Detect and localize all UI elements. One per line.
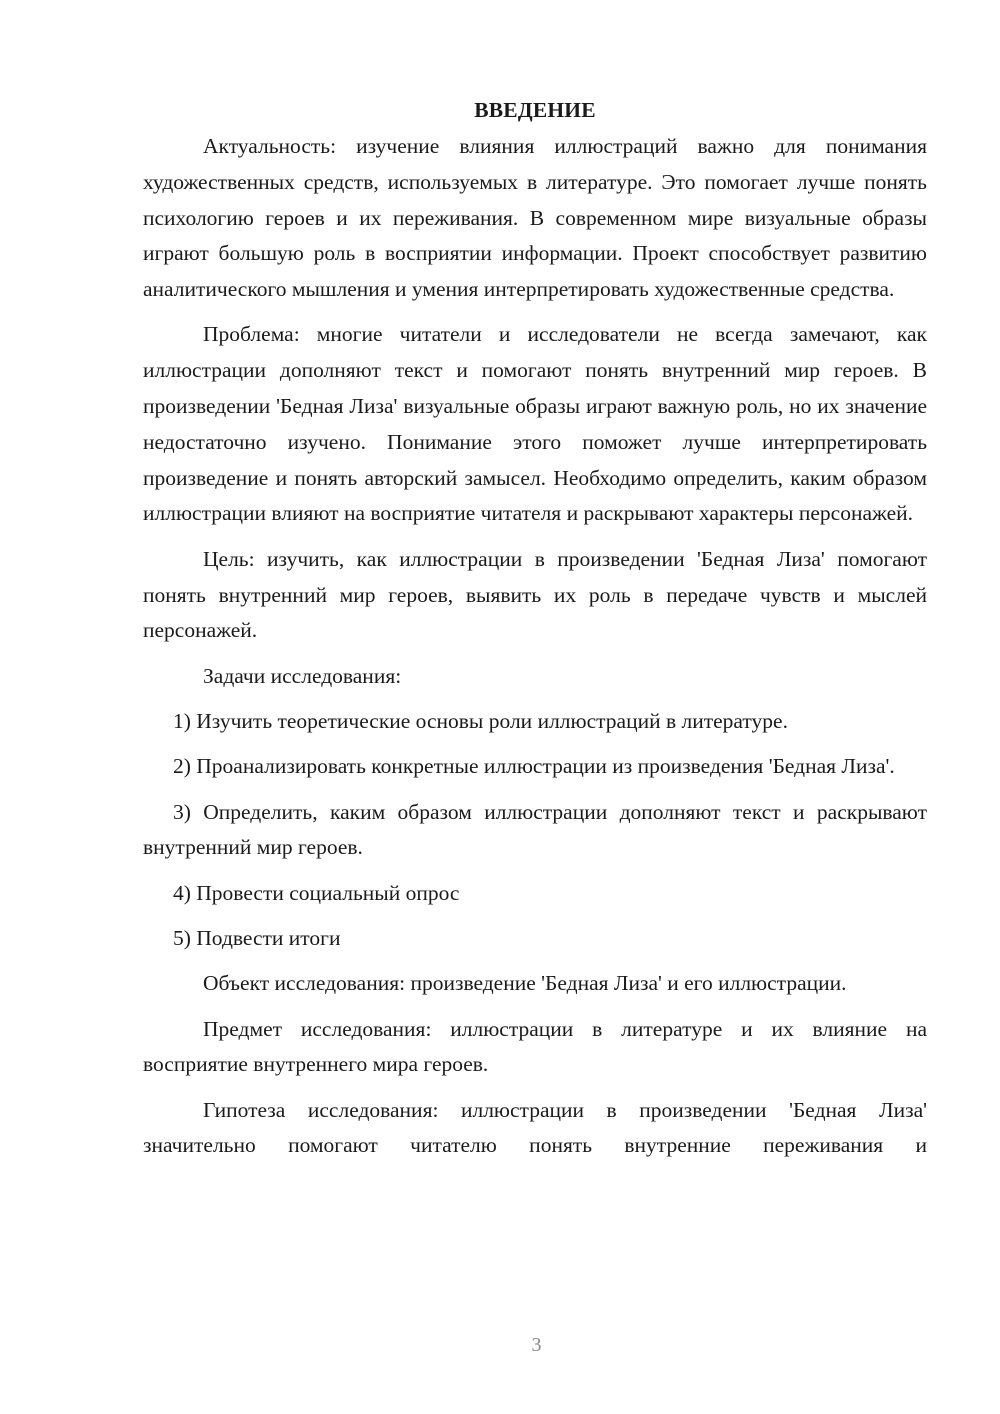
task-item-1: 1) Изучить теоретические основы роли иллюстраций в литературе.: [173, 708, 788, 733]
subject-paragraph: Предмет исследования: иллюстрации в литературе и их влияние на восприятие внутреннего мира героев.: [143, 1016, 927, 1077]
page-number: 3: [531, 1334, 542, 1356]
relevance-paragraph: Актуальность: изучение влияния иллюстраций важно для понимания художественных средств, используемых в литературе. Это помогает лучше понять психологию героев и их переживания. В современном мире визуальные образы играют большую роль в восприятии информации. Проект способствует развитию аналитического мышления и умения интерпретировать художественные средства.: [143, 134, 927, 302]
tasks-heading: Задачи исследования:: [203, 663, 402, 688]
hypothesis-paragraph: Гипотеза исследования: иллюстрации в произведении 'Бедная Лиза' значительно помогают читателю понять внутренние переживания и: [143, 1097, 927, 1158]
task-item-4: 4) Провести социальный опрос: [173, 880, 460, 905]
problem-paragraph: Проблема: многие читатели и исследователи не всегда замечают, как иллюстрации дополняют текст и помогают понять внутренний мир героев. В произведении 'Бедная Лиза' визуальные образы играют важную роль, но их значение недостаточно изучено. Понимание этого поможет лучше интерпретировать произведение и понять авторский замысел. Необходимо определить, каким образом иллюстрации влияют на восприятие читателя и раскрывают характеры персонажей.: [143, 322, 927, 526]
task-item-3: 3) Определить, каким образом иллюстрации дополняют текст и раскрывают внутренний мир героев.: [143, 799, 927, 860]
task-item-2: 2) Проанализировать конкретные иллюстрации из произведения 'Бедная Лиза'.: [173, 754, 895, 779]
section-title: ВВЕДЕНИЕ: [474, 98, 596, 122]
task-item-5: 5) Подвести итоги: [173, 925, 341, 950]
object-paragraph: Объект исследования: произведение 'Бедная Лиза' и его иллюстрации.: [203, 971, 847, 996]
goal-paragraph: Цель: изучить, как иллюстрации в произведении 'Бедная Лиза' помогают понять внутренний мир героев, выявить их роль в передаче чувств и мыслей персонажей.: [143, 546, 927, 643]
page-content: [143, 92, 927, 1164]
